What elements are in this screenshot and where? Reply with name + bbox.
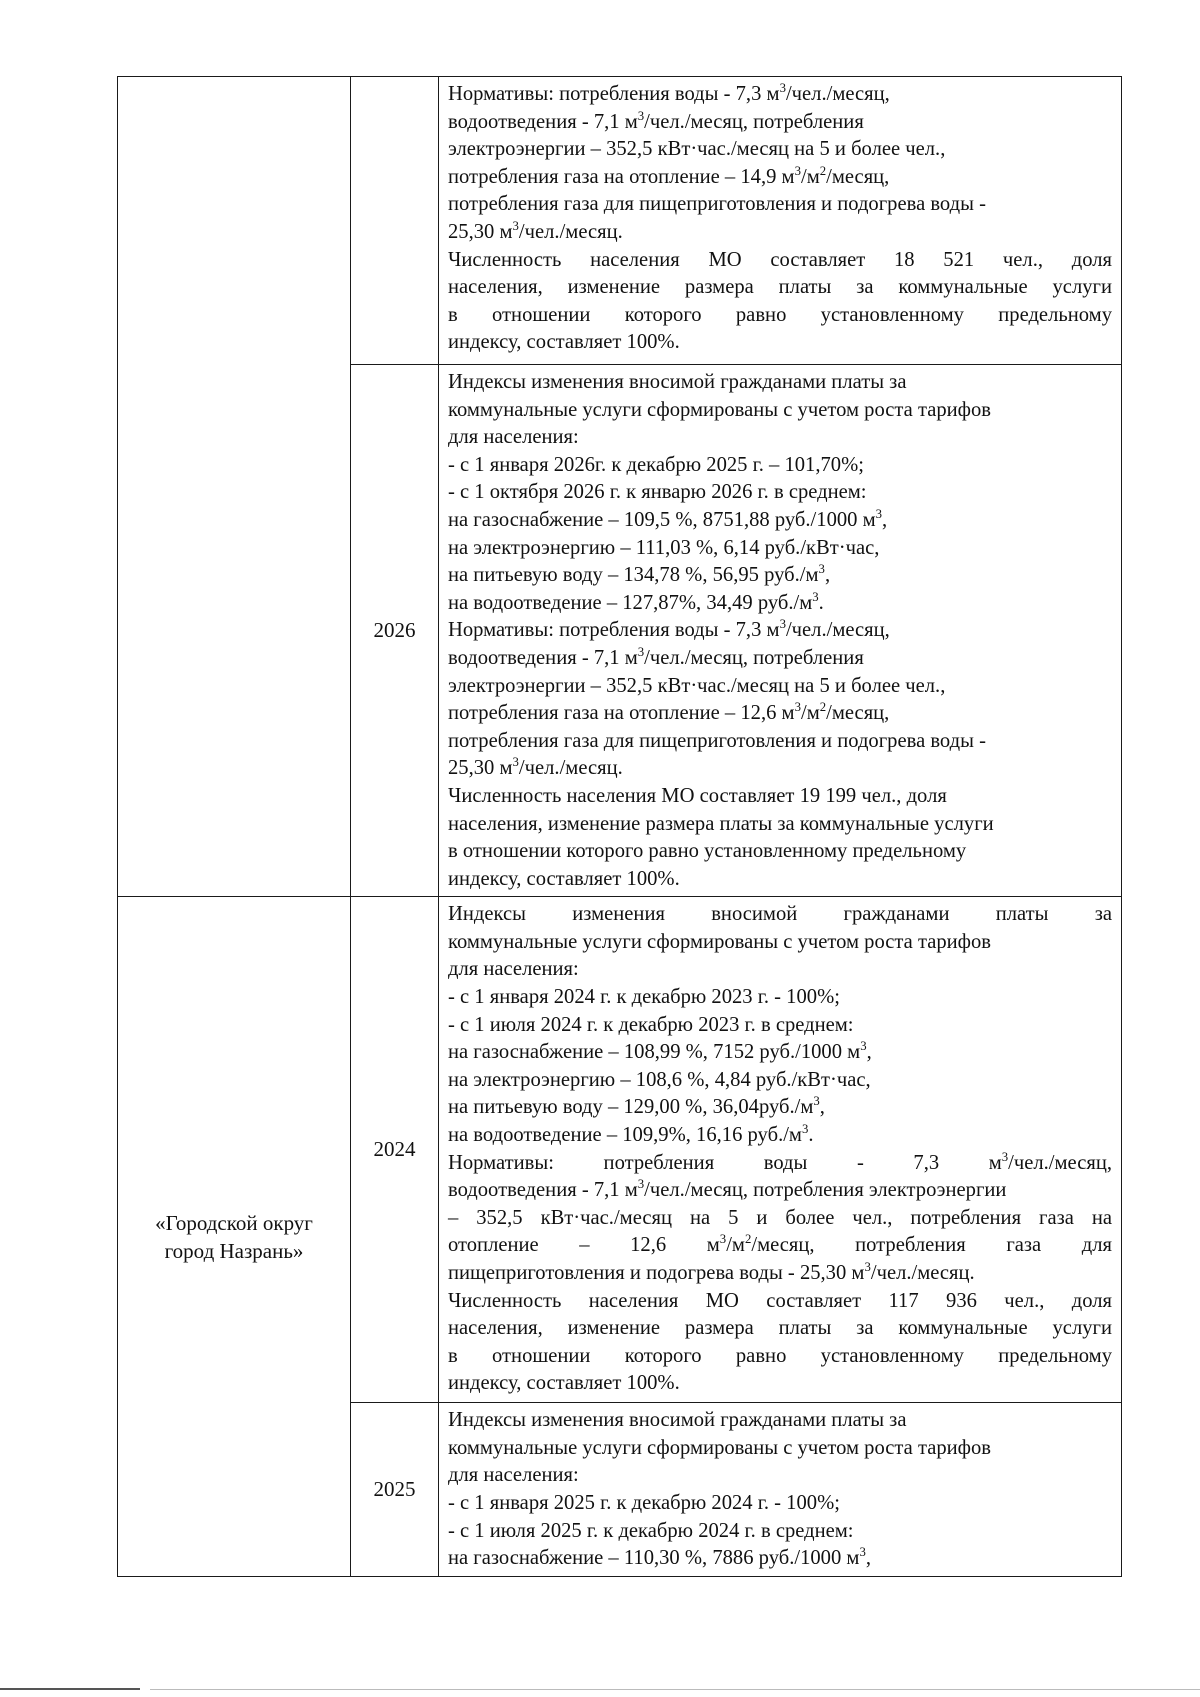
text-line: - с 1 января 2025 г. к декабрю 2024 г. - 100%; [448,1492,840,1515]
superscript: 3 [779,617,786,632]
text-line: - с 1 июля 2024 г. к декабрю 2023 г. в среднем: [448,1013,854,1036]
superscript: 3 [860,1039,867,1054]
text-line: водоотведения - 7,1 м [448,110,638,133]
text-line: /чел./месяц, [1008,1151,1112,1174]
text-line: Численность населения МО составляет 19 199 чел., доля [448,784,947,807]
text-line: Численность населения МО составляет 18 521 чел., доля [448,248,1112,271]
year-cell: 2025 [351,1403,439,1577]
text-line: /чел./месяц, потребления [644,110,864,133]
region-cell [118,897,351,1577]
text-line: /м [726,1234,745,1257]
text-line: Индексы изменения вносимой гражданами платы за [448,1409,907,1432]
table-row [118,77,1122,365]
text-line: Нормативы: потребления воды - 7,3 м [448,1151,1002,1174]
text-line: - с 1 июля 2025 г. к декабрю 2024 г. в среднем: [448,1519,854,1542]
year-cell-previous [351,77,439,365]
text-line: коммунальные услуги сформированы с учетом роста тарифов [448,930,992,953]
superscript: 2 [744,1232,752,1247]
superscript: 3 [794,700,801,715]
text-line: в отношении которого равно установленному предельному [448,1344,1112,1367]
text-line: , [882,508,888,531]
region-name-line: «Городской округ [155,1210,313,1235]
text-line: для населения: [448,958,579,981]
text-line: отопление – 12,6 м [448,1234,720,1257]
description-cell [439,77,1122,365]
text-line: Индексы изменения вносимой гражданами платы за [448,371,907,393]
text-line: на водоотведение – 127,87%, 34,49 руб./м [448,591,813,614]
year-cell: 2024 [351,897,439,1403]
text-line: коммунальные услуги сформированы с учетом роста тарифов [448,398,992,421]
region-name-line: город Назрань» [164,1238,304,1263]
text-line: населения, изменение размера платы за коммунальные услуги [448,276,1112,299]
text-line: – 352,5 кВт·час./месяц на 5 и более чел., потребления газа на [448,1206,1112,1229]
text-line: в отношении которого равно установленному предельному [448,303,1112,326]
text-line: индексу, составляет 100%. [448,1372,680,1395]
text-line: - с 1 января 2024 г. к декабрю 2023 г. - 100%; [448,986,840,1009]
superscript: 2 [819,700,827,715]
text-line: Нормативы: потребления воды - 7,3 м [448,83,780,105]
superscript: 3 [794,163,801,178]
text-line: на газоснабжение – 108,99 %, 7152 руб./1000 м [448,1041,861,1064]
tariff-table [117,76,1122,1577]
text-line: /чел./месяц, [785,83,890,105]
text-line: , [824,564,831,587]
text-line: /месяц, [826,702,890,725]
year-cell: 2026 [351,365,439,897]
text-line: - с 1 января 2026г. к декабрю 2025 г. – 101,70%; [448,453,864,476]
text-line: /чел./месяц. [870,1262,975,1284]
text-line: водоотведения - 7,1 м [448,1179,638,1202]
text-line: . [818,591,824,614]
superscript: 3 [875,507,883,522]
superscript: 3 [812,589,819,604]
text-line: на газоснабжение – 109,5 %, 8751,88 руб./1000 м [448,508,876,531]
text-line: /чел./месяц, потребления электроэнергии [644,1179,1007,1202]
table-row [118,897,1122,1403]
text-line: потребления газа на отопление – 14,9 м [448,165,795,188]
text-line: для населения: [448,426,579,449]
superscript: 3 [813,1094,820,1109]
superscript: 3 [637,645,645,660]
text-line: Нормативы: потребления воды - 7,3 м [448,619,780,642]
superscript: 3 [719,1232,727,1247]
text-line: потребления газа на отопление – 12,6 м [448,702,795,725]
superscript: 3 [637,1177,645,1192]
text-line: /чел./месяц. [518,220,623,243]
superscript: 3 [512,219,519,234]
page-edge-mark [0,1688,140,1690]
text-line: , [866,1041,872,1064]
region-cell-previous [118,77,351,897]
text-line: пищеприготовления и подогрева воды - 25,30 м [448,1262,865,1284]
text-line: , [865,1547,871,1570]
text-line: Численность населения МО составляет 117 936 чел., доля [448,1289,1112,1312]
text-line: населения, изменение размера платы за коммунальные услуги [448,812,994,835]
text-line: населения, изменение размера платы за коммунальные услуги [448,1317,1112,1340]
superscript: 3 [859,1545,866,1560]
text-line: /месяц, [826,165,890,188]
text-line: /м [800,165,820,188]
text-line: индексу, составляет 100%. [448,867,680,890]
superscript: 3 [779,81,786,96]
text-line: потребления газа для пищеприготовления и подогрева воды - [448,729,986,752]
text-line: на питьевую воду – 129,00 %, 36,04руб./м [448,1096,814,1119]
text-line: /чел./месяц, [785,619,890,642]
text-line: для населения: [448,1464,579,1487]
superscript: 3 [818,562,825,577]
superscript: 3 [864,1260,871,1275]
text-line: коммунальные услуги сформированы с учетом роста тарифов [448,1436,992,1459]
text-line: на водоотведение – 109,9%, 16,16 руб./м [448,1124,802,1147]
description-cell [439,897,1122,1403]
superscript: 3 [637,108,645,123]
page-edge-mark [150,1689,1200,1690]
text-line: электроэнергии – 352,5 кВт·час./месяц на 5 и более чел., [448,674,946,697]
superscript: 2 [819,163,827,178]
text-line: на газоснабжение – 110,30 %, 7886 руб./1000 м [448,1547,860,1570]
text-line: в отношении которого равно установленному предельному [448,840,967,863]
text-line: на электроэнергию – 111,03 %, 6,14 руб./кВт·час, [448,536,880,559]
text-line: /чел./месяц, потребления [644,646,864,669]
text-line: потребления газа для пищеприготовления и подогрева воды - [448,193,986,216]
superscript: 3 [512,755,519,770]
text-line: водоотведения - 7,1 м [448,646,638,669]
text-line: на питьевую воду – 134,78 %, 56,95 руб./м [448,564,819,587]
text-line: индексу, составляет 100%. [448,331,680,354]
superscript: 3 [1001,1149,1009,1164]
text-line: - с 1 октября 2026 г. к январю 2026 г. в среднем: [448,481,867,504]
description-cell [439,365,1122,897]
text-line: 25,30 м [448,220,513,243]
text-line: 25,30 м [448,757,513,780]
text-line: /месяц, потребления газа для [751,1234,1113,1257]
description-cell [439,1403,1122,1577]
text-line: на электроэнергию – 108,6 %, 4,84 руб./кВт·час, [448,1068,871,1091]
text-line: . [808,1124,814,1147]
text-line: /чел./месяц. [518,757,623,780]
text-line: , [819,1096,825,1119]
text-line: /м [800,702,820,725]
superscript: 3 [801,1122,809,1137]
text-line: Индексы изменения вносимой гражданами платы за [448,903,1112,926]
text-line: электроэнергии – 352,5 кВт·час./месяц на 5 и более чел., [448,138,946,161]
